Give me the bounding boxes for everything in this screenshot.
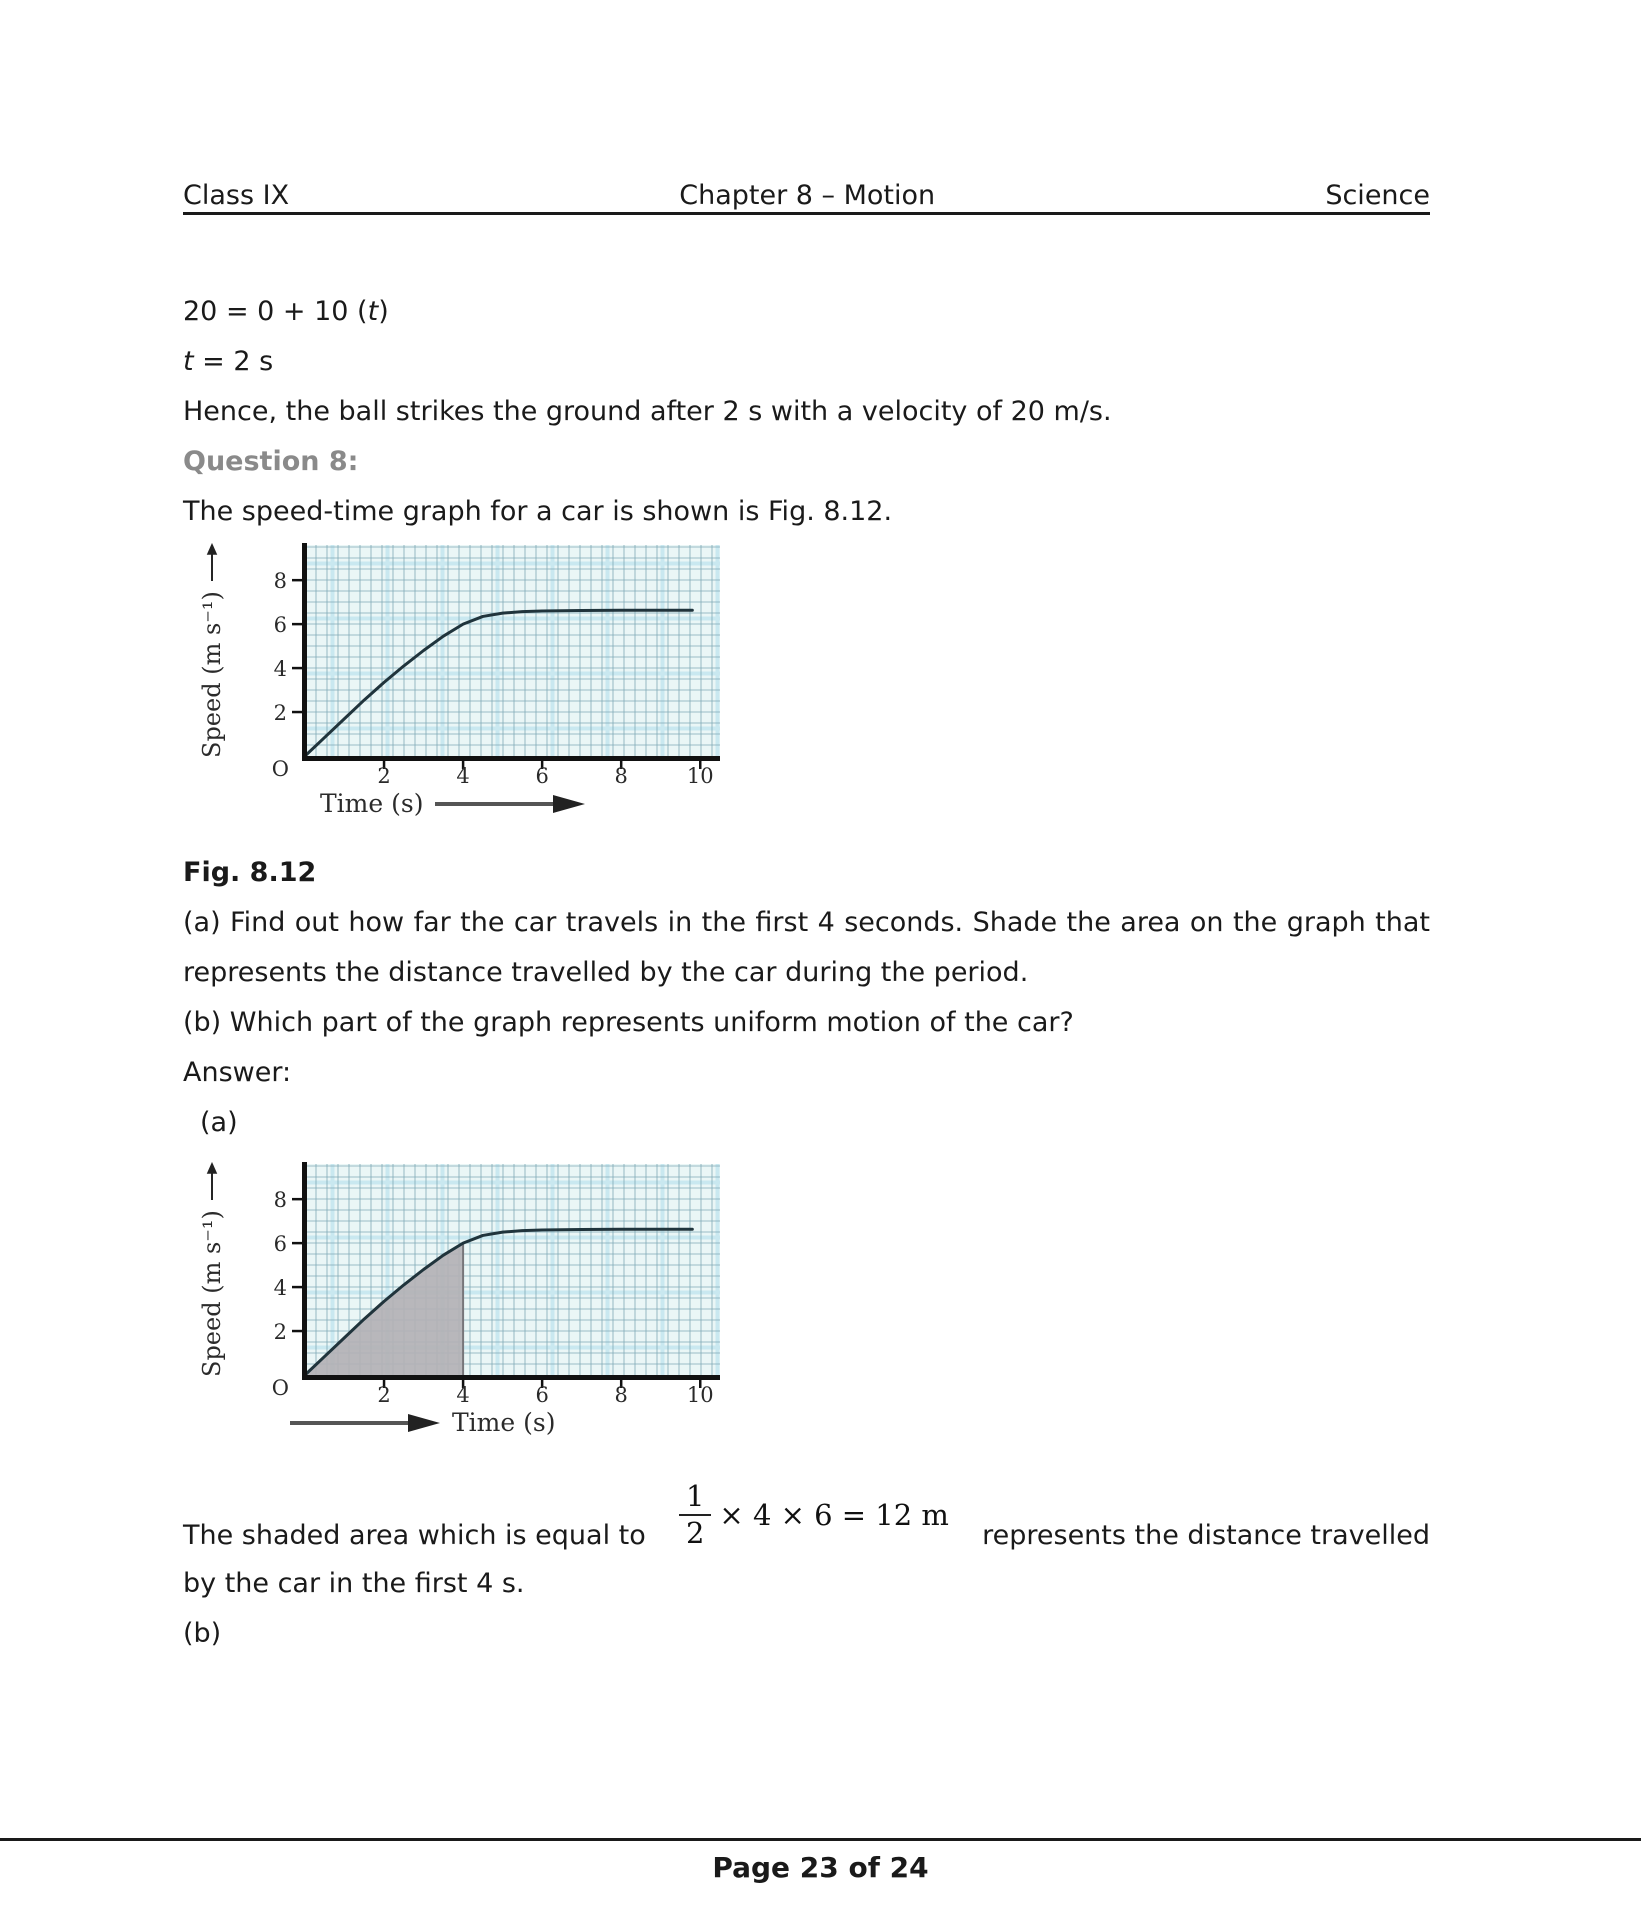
hence-statement: Hence, the ball strikes the ground after 2 s with a velocity of 20 m/s. — [183, 396, 1112, 427]
tick-label: O — [271, 1376, 289, 1400]
tick-label: 2 — [377, 1383, 391, 1407]
half-times-4-times-6-formula — [679, 1480, 949, 1551]
tick-label: 8 — [273, 1188, 287, 1213]
shaded-area-sentence — [183, 1480, 1430, 1551]
x-axis-label-text: Time (s) — [452, 1408, 556, 1437]
answer-part-a-label: (a) — [200, 1107, 238, 1138]
tick-label: 4 — [273, 657, 287, 682]
question-part-b: (b) Which part of the graph represents uniform motion of the car? — [183, 1007, 1074, 1038]
shaded-area-text-post: represents the distance travelled — [982, 1519, 1430, 1551]
equation-1-post: ) — [378, 296, 389, 327]
page-number: Page 23 of 24 — [712, 1851, 929, 1884]
y-axis-label-text: Speed (m s⁻¹) — [198, 1210, 226, 1377]
tick-label: 2 — [377, 764, 391, 788]
question-part-a: (a) Find out how far the car travels in the first 4 seconds. Shade the area on the graph that represents the distance travelled by the car during the period. — [183, 907, 1430, 988]
tick-label: 4 — [456, 1383, 470, 1407]
y-axis-label — [190, 543, 234, 758]
fraction-numerator: 1 — [679, 1480, 711, 1516]
tick-label: 8 — [273, 569, 287, 594]
x-axis-label — [320, 789, 585, 818]
tick-label: 6 — [273, 1232, 287, 1257]
x-axis — [302, 756, 720, 761]
speed-time-graph-shaded-answer — [190, 1162, 725, 1452]
speed-time-plot-2 — [255, 1162, 725, 1407]
x-axis-label-text: Time (s) — [320, 789, 424, 818]
speed-time-graph-fig-8-12 — [190, 543, 725, 833]
right-arrow-icon — [290, 1414, 440, 1432]
tick-label: 10 — [686, 1383, 714, 1407]
up-arrow-icon — [204, 543, 220, 581]
shaded-area-sentence-line2: by the car in the first 4 s. — [183, 1567, 525, 1599]
equation-1-pre: 20 = 0 + 10 ( — [183, 296, 368, 327]
speed-time-plot-1 — [255, 543, 725, 788]
tick-label: O — [271, 757, 289, 781]
x-axis — [302, 1375, 720, 1380]
fraction-one-half — [679, 1480, 711, 1551]
tick-label: 2 — [273, 701, 287, 726]
page-header — [183, 182, 1430, 215]
tick-label: 6 — [273, 613, 287, 638]
formula-rest: × 4 × 6 = 12 m — [719, 1498, 949, 1533]
tick-label: 4 — [456, 764, 470, 788]
tick-label: 8 — [614, 1383, 628, 1407]
shaded-area-text-pre: The shaded area which is equal to — [183, 1519, 646, 1551]
y-axis-label-text: Speed (m s⁻¹) — [198, 591, 226, 758]
question-8-heading: Question 8: — [183, 446, 359, 477]
equation-2 — [183, 337, 1430, 387]
right-arrow-icon — [435, 795, 585, 813]
y-axis — [302, 543, 307, 761]
fraction-denominator: 2 — [685, 1516, 705, 1551]
equation-2-variable: t — [183, 346, 194, 377]
answer-heading: Answer: — [183, 1057, 292, 1088]
up-arrow-icon — [204, 1162, 220, 1200]
header-subject: Science — [1325, 180, 1430, 211]
plot-background — [305, 545, 720, 756]
equation-1-variable: t — [367, 296, 379, 327]
tick-label: 8 — [614, 764, 628, 788]
page-footer — [0, 1838, 1641, 1884]
equation-1 — [183, 287, 1430, 337]
equation-2-rest: = 2 s — [193, 346, 274, 377]
tick-label: 10 — [686, 764, 714, 788]
header-chapter: Chapter 8 – Motion — [679, 180, 936, 211]
y-axis-label — [190, 1162, 234, 1377]
x-axis-label — [290, 1408, 555, 1437]
tick-label: 2 — [273, 1320, 287, 1345]
tick-label: 6 — [535, 764, 549, 788]
question-intro: The speed-time graph for a car is shown is Fig. 8.12. — [183, 496, 893, 527]
header-class: Class IX — [183, 180, 290, 211]
y-axis — [302, 1162, 307, 1380]
answer-part-b-label: (b) — [183, 1617, 222, 1649]
tick-label: 6 — [535, 1383, 549, 1407]
tick-label: 4 — [273, 1276, 287, 1301]
figure-caption: Fig. 8.12 — [183, 857, 317, 888]
